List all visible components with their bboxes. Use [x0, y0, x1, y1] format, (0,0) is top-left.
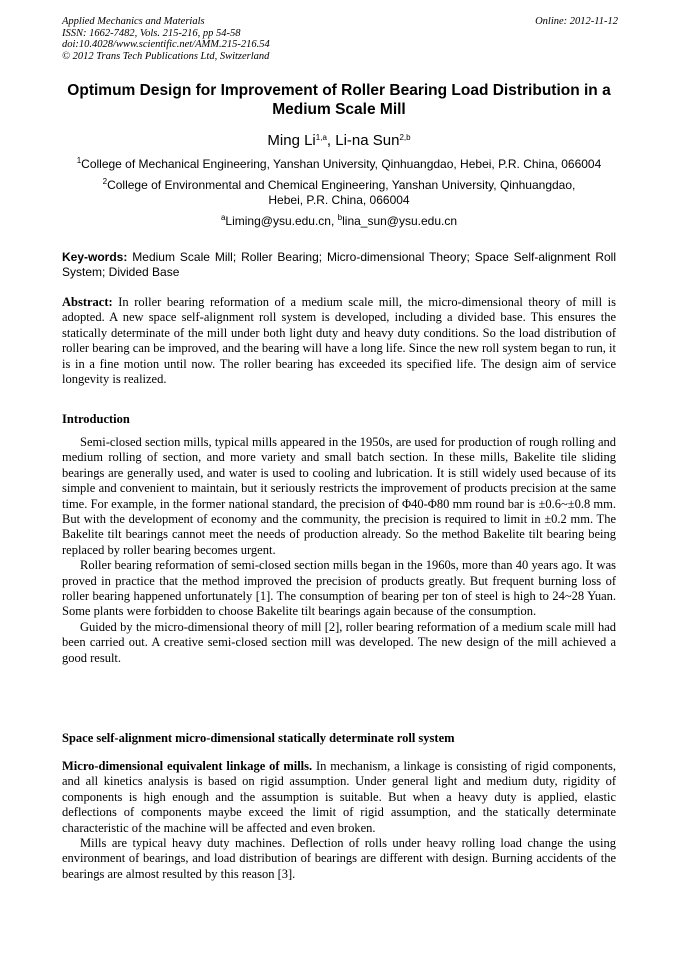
author-2: Li-na Sun	[335, 132, 400, 149]
affiliation-2-text: College of Environmental and Chemical Engineering, Yanshan University, Qinhuangdao, Hebei, P.R. China, 066004	[107, 178, 576, 207]
author-line	[62, 131, 616, 150]
affiliation-2-sup: 2	[102, 177, 108, 186]
introduction-body	[62, 435, 616, 666]
paper-title: Optimum Design for Improvement of Roller Bearing Load Distribution in a Medium Scale Mill	[67, 82, 611, 118]
author-1-sup: 1,a	[315, 133, 327, 142]
affiliation-2	[62, 178, 616, 208]
online-date: Online: 2012-11-12	[535, 16, 618, 27]
email-a-sup: a	[220, 213, 226, 222]
email-b: lina_sun@ysu.edu.cn	[342, 214, 458, 228]
affiliation-1-sup: 1	[76, 156, 82, 165]
author-1: Ming Li	[267, 132, 316, 149]
intro-paragraph-2: Roller bearing reformation of semi-closed section mills began in the 1960s, more than 40 years ago. It was proved in practice that the method improved the precision of products greatly. But frequent burning loss of roller bearing happened unfortunately [1]. The consumption of bearing per ton of steel is high to 24~28 Yuan. Some plants were forbidden to choose Bakelite tilt bearings again because of the consumption.	[62, 558, 616, 619]
section-2-paragraph-2: Mills are typical heavy duty machines. Deflection of rolls under heavy rolling load change the using environment of bearings, and load distribution of bearings are different with design. Burning accidents of the bearings are almost resulted by this reason [3].	[62, 836, 616, 881]
section-2-paragraph-1	[62, 759, 616, 836]
copyright-line: © 2012 Trans Tech Publications Ltd, Switzerland	[62, 50, 270, 62]
email-line	[62, 214, 616, 229]
abstract-label: Abstract:	[62, 295, 113, 309]
issn-line: ISSN: 1662-7482, Vols. 215-216, pp 54-58	[62, 27, 241, 39]
email-b-sup: b	[337, 213, 343, 222]
intro-paragraph-1: Semi-closed section mills, typical mills appeared in the 1950s, are used for production of rough rolling and medium rolling of section, and more variety and small batch section. In these mills, Bakelite tile sliding bearings are generally used, and water is used to cooling and lubrication. It is still widely used because of its simple and convenient to maintain, but it seriously restricts the improvement of products precision at the same time. For example, in the former national standard, the precision of Φ40-Φ80 mm round bar is ±0.6~±0.8 mm. But with the development of economy and the community, the precision is required to limit in ±0.2 mm. The Bakelite tilt bearings cannot meet the needs of production already. So the method Bakelite tilt bearing being replaced by roller bearing becomes urgent.	[62, 435, 616, 557]
doi-line: doi:10.4028/www.scientific.net/AMM.215-216.54	[62, 39, 270, 50]
journal-name: Applied Mechanics and Materials	[62, 16, 205, 27]
abstract-text: In roller bearing reformation of a medium scale mill, the micro-dimensional theory of mill is adopted. A new space self-alignment roll system is developed, including a divided base. This ensures the statically determinate of the mill under both light duty and heavy duty conditions. So the load distribution of roller bearing can be improved, and the bearing will have a long life. Since the new roll system began to run, it is in a fine motion until now. The roller bearing has exceeded its specified life. The design aim of service longevity is realized.	[62, 295, 616, 387]
keywords-text: Medium Scale Mill; Roller Bearing; Micro-dimensional Theory; Space Self-alignment Roll System; Divided Base	[62, 250, 616, 279]
abstract	[62, 295, 616, 387]
author-2-sup: 2,b	[399, 133, 411, 142]
intro-paragraph-3: Guided by the micro-dimensional theory of mill [2], roller bearing reformation of a medium scale mill had been carried out. A creative semi-closed section mill was developed. The new design of the mill achieved a good result.	[62, 619, 616, 665]
keywords	[62, 250, 616, 279]
keywords-label: Key-words:	[62, 250, 128, 264]
affiliation-1-text: College of Mechanical Engineering, Yanshan University, Qinhuangdao, Hebei, P.R. China, 066004	[81, 157, 602, 171]
author-separator: ,	[326, 132, 336, 149]
affiliation-1	[62, 157, 616, 172]
section-2-body	[62, 759, 616, 882]
section-2-run-in-heading: Micro-dimensional equivalent linkage of mills.	[62, 759, 313, 773]
email-a: Liming@ysu.edu.cn,	[225, 214, 338, 228]
introduction-heading: Introduction	[62, 412, 130, 426]
journal-header	[62, 16, 618, 62]
section-2-paragraph-1-text: In mechanism, a linkage is consisting of rigid components, and all kinetics analysis is based on rigid assumption. Under general light and medium duty, rigidity of components is high enough and the assumption is suitable. But when a heavy duty is applied, elastic deflections of components maybe exceed the limit of rigid assumption, and the statically determinate characteristic of the machine will be affected and even broken.	[62, 759, 616, 835]
section-2-heading: Space self-alignment micro-dimensional statically determinate roll system	[62, 731, 455, 745]
